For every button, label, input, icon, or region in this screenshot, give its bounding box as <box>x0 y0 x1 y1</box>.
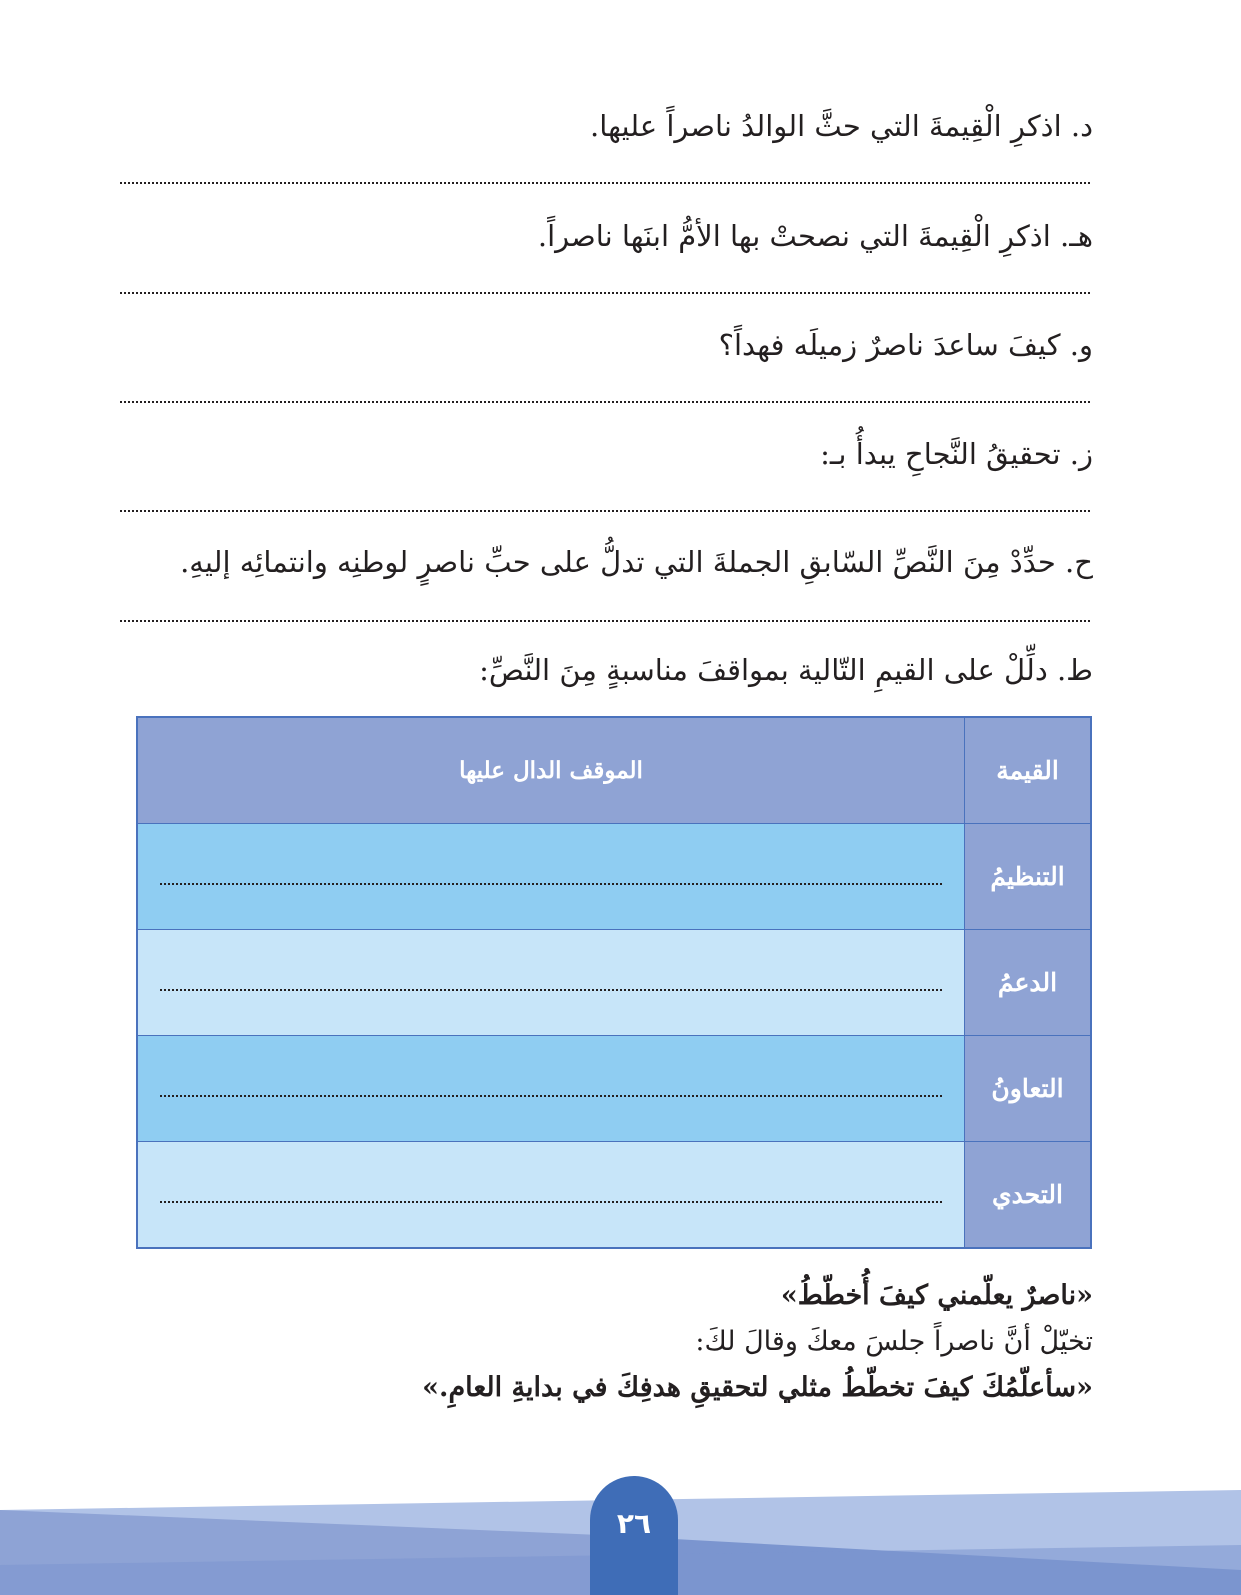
question-w: و. كيفَ ساعدَ ناصرٌ زميلَه فهداً؟ <box>718 328 1093 362</box>
closing-quote: «سأعلّمُكَ كيفَ تخطّطُ مثلي لتحقيقِ هدفِكَ في بدايةِ العامِ.» <box>422 1372 1093 1403</box>
header-value: القيمة <box>965 717 1092 824</box>
table-row <box>137 1142 1091 1249</box>
value-cell: الدعمُ <box>965 930 1092 1036</box>
dotted-answer-line[interactable] <box>160 1187 942 1203</box>
position-answer-cell[interactable] <box>137 824 965 930</box>
value-cell: التعاونُ <box>965 1036 1092 1142</box>
question-z: ز. تحقيقُ النَّجاحِ يبدأُ بـ: <box>820 437 1093 471</box>
position-answer-cell[interactable] <box>137 1142 965 1249</box>
page-number-badge: ٢٦ <box>590 1476 678 1595</box>
question-t: ط. دلِّلْ على القيمِ التّالية بمواقفَ مناسبةٍ مِنَ النَّصِّ: <box>479 653 1093 687</box>
table-row <box>137 824 1091 930</box>
answer-line-d[interactable] <box>120 182 1090 184</box>
answer-line-h[interactable] <box>120 292 1090 294</box>
question-d: د. اذكرِ الْقِيمةَ التي حثَّ الوالدُ ناصراً عليها. <box>590 109 1093 143</box>
answer-line-ha[interactable] <box>120 620 1090 622</box>
table-row <box>137 1036 1091 1142</box>
value-cell: التنظيمُ <box>965 824 1092 930</box>
dotted-answer-line[interactable] <box>160 1081 942 1097</box>
position-answer-cell[interactable] <box>137 1036 965 1142</box>
dotted-answer-line[interactable] <box>160 869 942 885</box>
header-position: الموقف الدال عليها <box>137 717 965 824</box>
values-table <box>136 716 1092 1249</box>
position-answer-cell[interactable] <box>137 930 965 1036</box>
dotted-answer-line[interactable] <box>160 975 942 991</box>
answer-line-w[interactable] <box>120 401 1090 403</box>
closing-title: «ناصرٌ يعلّمني كيفَ أُخطّطُ» <box>780 1280 1093 1311</box>
value-cell: التحدي <box>965 1142 1092 1249</box>
closing-instruction: تخيّلْ أنَّ ناصراً جلسَ معكَ وقالَ لكَ: <box>695 1326 1093 1357</box>
table-header-row <box>137 717 1091 824</box>
answer-line-z[interactable] <box>120 510 1090 512</box>
table-row <box>137 930 1091 1036</box>
question-h: هـ. اذكرِ الْقِيمةَ التي نصحتْ بها الأمُّ ابنَها ناصراً. <box>537 219 1093 253</box>
question-ha: ح. حدِّدْ مِنَ النَّصِّ السّابقِ الجملةَ التي تدلُّ على حبِّ ناصرٍ لوطنِه وانتمائِه إليهِ. <box>180 545 1093 579</box>
